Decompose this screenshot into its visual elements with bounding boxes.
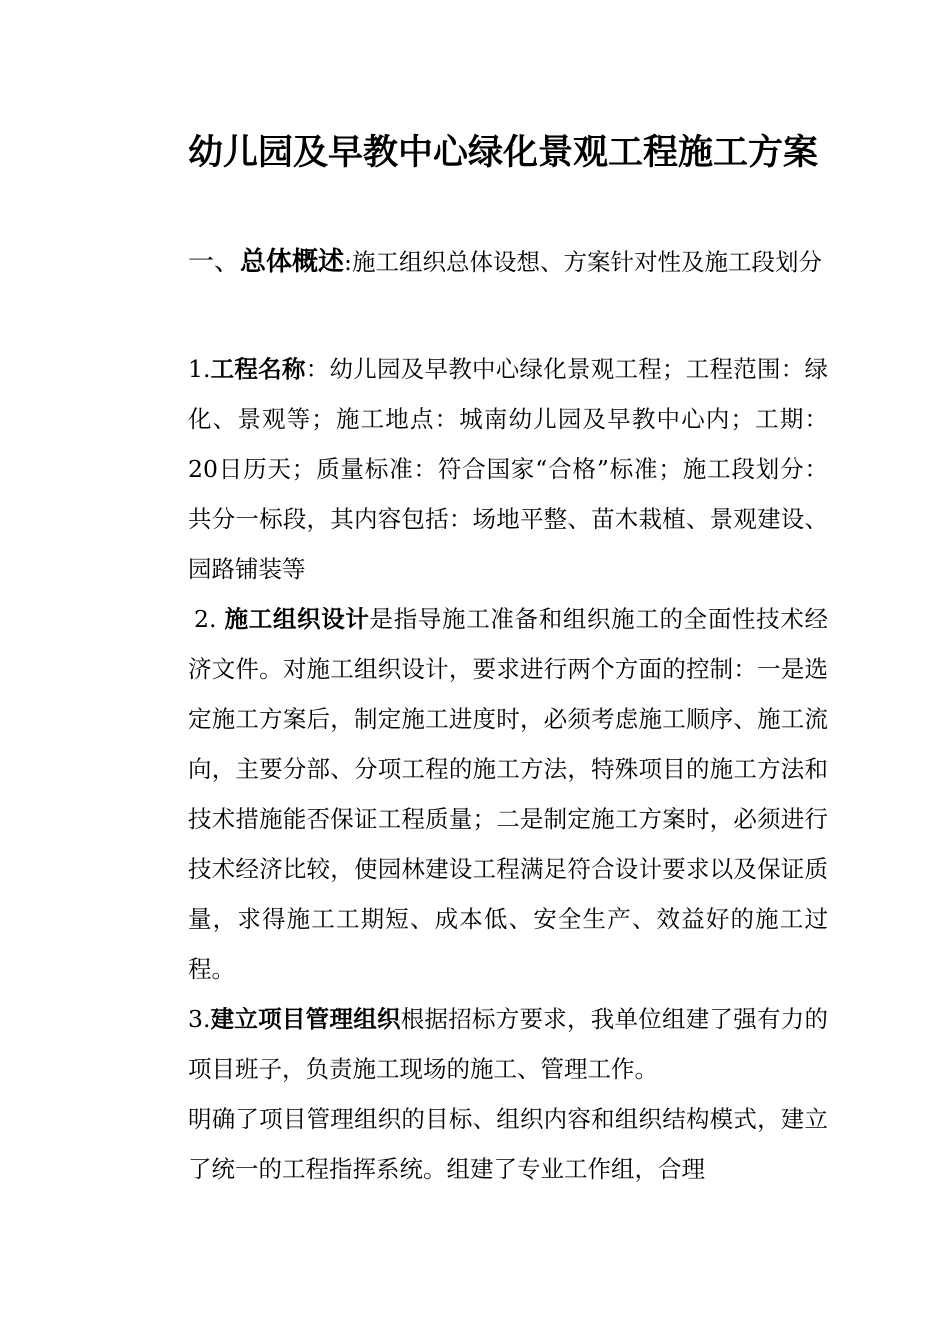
section-1-label: 工程名称 [210,355,306,383]
section-2-text: 是指导施工准备和组织施工的全面性技术经济文件。对施工组织设计，要求进行两个方面的控制：一是选定施工方案后，制定施工进度时，必须考虑施工顺序、施工流向，主要分部、分项工程的施工方法，特殊项目的施工方法和技术措施能否保证工程质量；二是制定施工方案时，必须进行技术经济比较，使园林建设工程满足符合设计要求以及保证质量，求得施工工期短、成本低、安全生产、效益好的施工过程。 [188,605,828,983]
section-2-paragraph [188,594,828,994]
section-3-number: 3. [188,1005,211,1033]
section-2-number: 2. [194,605,217,633]
overview-label: 总体概述 [240,247,345,277]
section-2-label: 施工组织设计 [224,605,370,633]
section-3-text: 根据招标方要求，我单位组建了强有力的项目班子，负责施工现场的施工、管理工作。 [188,1005,829,1083]
section-3-continued-paragraph: 明确了项目管理组织的目标、组织内容和组织结构模式，建立了统一的工程指挥系统。组建了专业工作组，合理 [188,1105,828,1183]
document-title: 幼儿园及早教中心绿化景观工程施工方案 [188,132,819,173]
section-3-paragraph [188,994,828,1094]
section-1-text: ：幼儿园及早教中心绿化景观工程；工程范围：绿化、景观等；施工地点：城南幼儿园及早教中心内；工期：20日历天；质量标准：符合国家“合格”标准；施工段划分：共分一标段，其内容包括：场地平整、苗木栽植、景观建设、园路铺装等 [188,355,828,583]
overview-prefix: 一、 [188,247,241,277]
section-3-label: 建立项目管理组织 [210,1005,401,1033]
section-1-paragraph [188,344,828,594]
overview-text: :施工组织总体设想、方案针对性及施工段划分 [344,248,822,276]
overview-paragraph [188,237,828,287]
section-1-number: 1. [188,355,211,383]
